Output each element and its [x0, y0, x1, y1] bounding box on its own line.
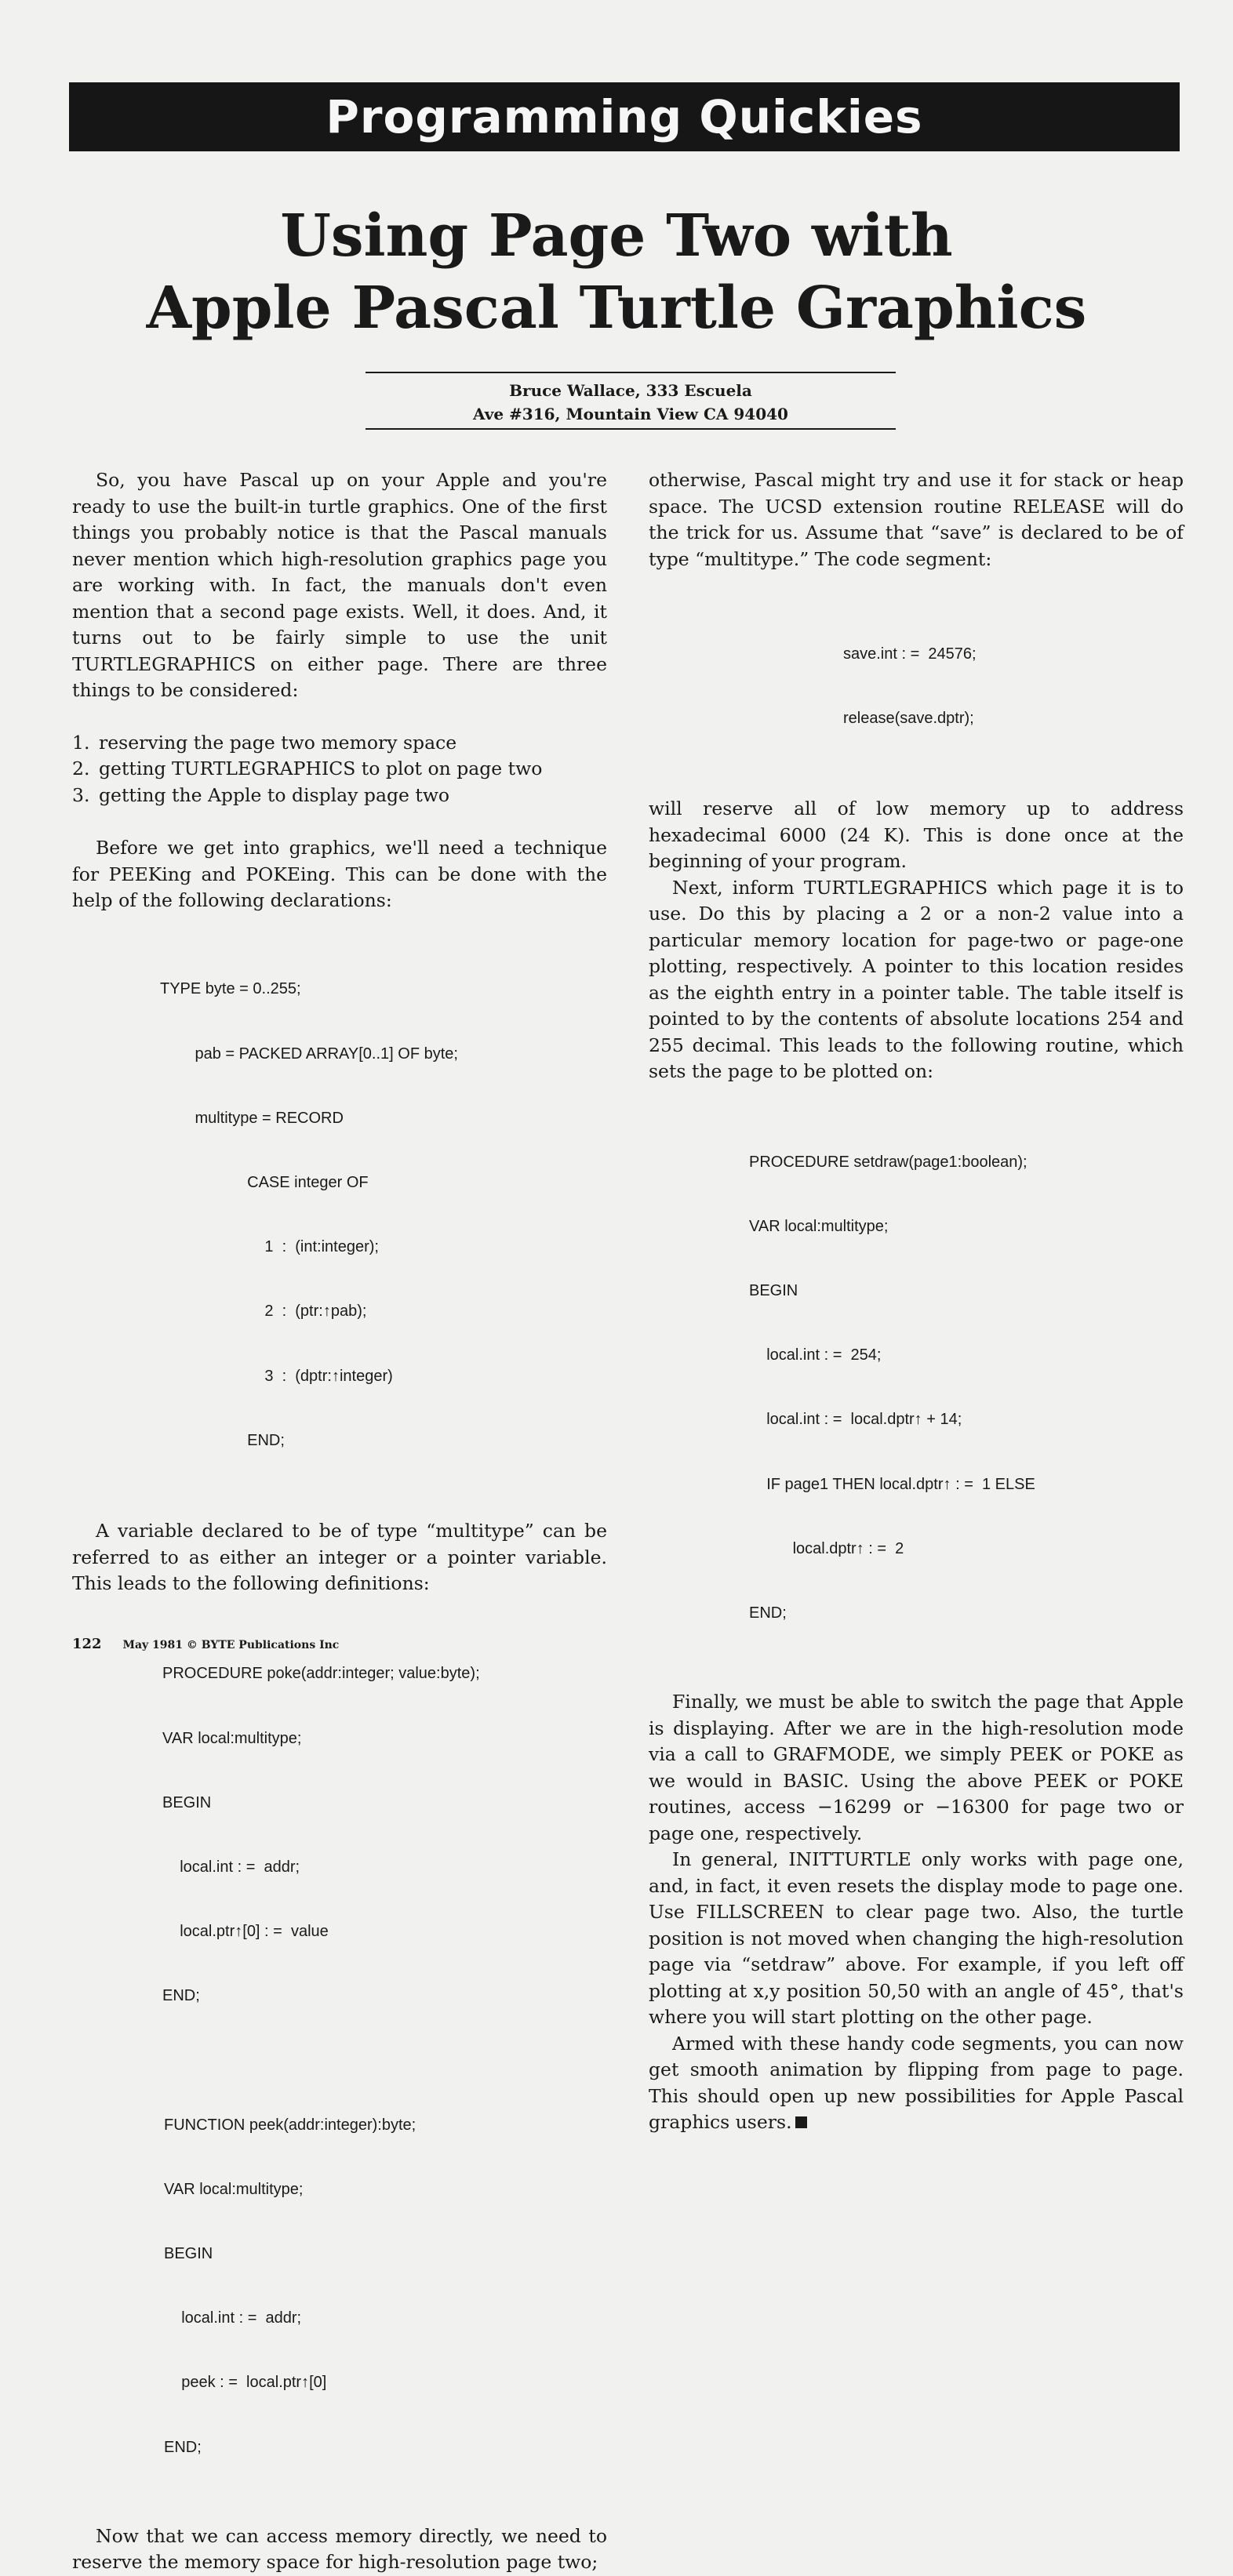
paragraph: Now that we can access memory directly, we need to reserve the memory space for high-resolution page two;: [72, 2524, 607, 2574]
code-line: PROCEDURE poke(addr:integer; value:byte);: [162, 1665, 480, 1683]
paragraph: otherwise, Pascal might try and use it for stack or heap space. The UCSD extension routine RELEASE will do the trick for us. Assume that “save” is declared to be of type “multitype.” The code segment:: [649, 469, 1184, 570]
code-line: IF page1 THEN local.dptr↑ : = 1 ELSE: [749, 1475, 1035, 1493]
paragraph: Before we get into graphics, we'll need a technique for PEEKing and POKEing. This can be done with the help of the following declarations:: [72, 837, 607, 911]
code-block-peek: [164, 2072, 607, 2502]
code-line: 2 : (ptr:↑pab);: [160, 1303, 367, 1321]
code-line: VAR local:multitype;: [162, 1729, 302, 1747]
code-line: VAR local:multitype;: [749, 1217, 889, 1235]
paragraph-final: [649, 2031, 1184, 2136]
code-block-declarations: [160, 936, 607, 1495]
code-line: multitype = RECORD: [160, 1109, 344, 1127]
paragraph-text: Armed with these handy code segments, you can now get smooth animation by flipping from page to page. This should open up new possibilities for Apple Pascal graphics users.: [649, 2032, 1184, 2134]
list-text: reserving the page two memory space: [99, 731, 457, 754]
paragraph: A variable declared to be of type “multitype” can be referred to as either an integer or a pointer variable. This leads to the following definitions:: [72, 1520, 607, 1595]
list-item: [72, 783, 607, 809]
code-line: END;: [160, 1431, 285, 1449]
code-line: local.int : = addr;: [164, 2309, 302, 2327]
code-line: local.int : = local.dptr↑ + 14;: [749, 1411, 962, 1429]
author-byline: [366, 372, 896, 430]
code-line: TYPE byte = 0..255;: [160, 980, 301, 998]
code-line: 3 : (dptr:↑integer): [160, 1367, 393, 1385]
list-text: getting TURTLEGRAPHICS to plot on page two: [99, 758, 543, 779]
left-column: [72, 467, 607, 2576]
code-line: save.int : = 24576;: [843, 645, 977, 663]
code-line: local.dptr↑ : = 2: [749, 1539, 904, 1557]
page-number: 122: [72, 1636, 102, 1652]
list-text: getting the Apple to display page two: [99, 783, 450, 806]
footer-credit: May 1981 © BYTE Publications Inc: [122, 1639, 340, 1651]
code-line: local.ptr↑[0] : = value: [162, 1923, 329, 1941]
code-line: local.int : = addr;: [162, 1858, 300, 1877]
code-line: FUNCTION peek(addr:integer):byte;: [164, 2116, 416, 2134]
code-block-release: [843, 601, 1184, 772]
code-line: release(save.dptr);: [843, 710, 974, 728]
code-line: BEGIN: [749, 1282, 798, 1299]
code-block-setdraw: [749, 1109, 1184, 1668]
list-item: [72, 756, 607, 783]
article-title: [0, 200, 1233, 344]
byline-line1: Bruce Wallace, 333 Escuela: [509, 381, 752, 400]
code-line: END;: [164, 2438, 202, 2456]
paragraph: So, you have Pascal up on your Apple and you're ready to use the built-in turtle graphics. One of the first things you probably notice is that the Pascal manuals never mention which high-resolution graphics page you are working with. In fact, the manuals don't even mention that a second page exists. Well, it does. And, it turns out to be fairly simple to use the unit TURTLEGRAPHICS on either page. There are three things to be considered:: [72, 469, 607, 701]
list-number: 3.: [72, 783, 90, 806]
list-item: [72, 730, 607, 757]
code-line: BEGIN: [162, 1793, 212, 1811]
paragraph: will reserve all of low memory up to address hexadecimal 6000 (24 K). This is done once at the beginning of your program.: [649, 798, 1184, 873]
numbered-list: [72, 730, 607, 809]
code-block-poke: [162, 1621, 607, 2051]
paragraph: In general, INITTURTLE only works with page one, and, in fact, it even resets the display mode to page one. Use FILLSCREEN to clear page two. Also, the turtle position is not moved when changing the high-resolution page via “setdraw” above. For example, if you left off plotting at x,y position 50,50 with an angle of 45°, that's where you will start plotting on the other page.: [649, 1848, 1184, 2029]
code-line: local.int : = 254;: [749, 1346, 882, 1364]
end-mark-icon: [795, 2116, 807, 2128]
code-line: END;: [162, 1987, 200, 2005]
section-banner-text: Programming Quickies: [326, 90, 923, 144]
paragraph: Finally, we must be able to switch the page that Apple is displaying. After we are in the high-resolution mode via a call to GRAFMODE, we simply PEEK or POKE as we would in BASIC. Using the above PEEK or POKE routines, access −16299 or −16300 for page two or page one, respectively.: [649, 1691, 1184, 1844]
code-line: PROCEDURE setdraw(page1:boolean);: [749, 1153, 1028, 1171]
code-line: CASE integer OF: [160, 1173, 369, 1191]
code-line: BEGIN: [164, 2244, 213, 2262]
code-line: 1 : (int:integer);: [160, 1238, 379, 1256]
code-line: pab = PACKED ARRAY[0..1] OF byte;: [160, 1045, 458, 1063]
article-title-line2: Apple Pascal Turtle Graphics: [146, 274, 1087, 342]
paragraph: Next, inform TURTLEGRAPHICS which page it is to use. Do this by placing a 2 or a non-2 value into a particular memory location for page-two or page-one plotting, respectively. A pointer to this location resides as the eighth entry in a pointer table. The table itself is pointed to by the contents of absolute locations 254 and 255 decimal. This leads to the following routine, which sets the page to be plotted on:: [649, 876, 1184, 1083]
section-banner: [69, 82, 1180, 151]
list-number: 1.: [72, 731, 90, 754]
page-footer: [72, 1636, 339, 1652]
right-column: [649, 467, 1184, 2136]
article-title-line1: Using Page Two with: [280, 202, 953, 270]
byline-line2: Ave #316, Mountain View CA 94040: [473, 405, 788, 423]
code-line: END;: [749, 1604, 787, 1622]
code-line: VAR local:multitype;: [164, 2180, 304, 2198]
list-number: 2.: [72, 758, 90, 779]
code-line: peek : = local.ptr↑[0]: [164, 2374, 327, 2392]
